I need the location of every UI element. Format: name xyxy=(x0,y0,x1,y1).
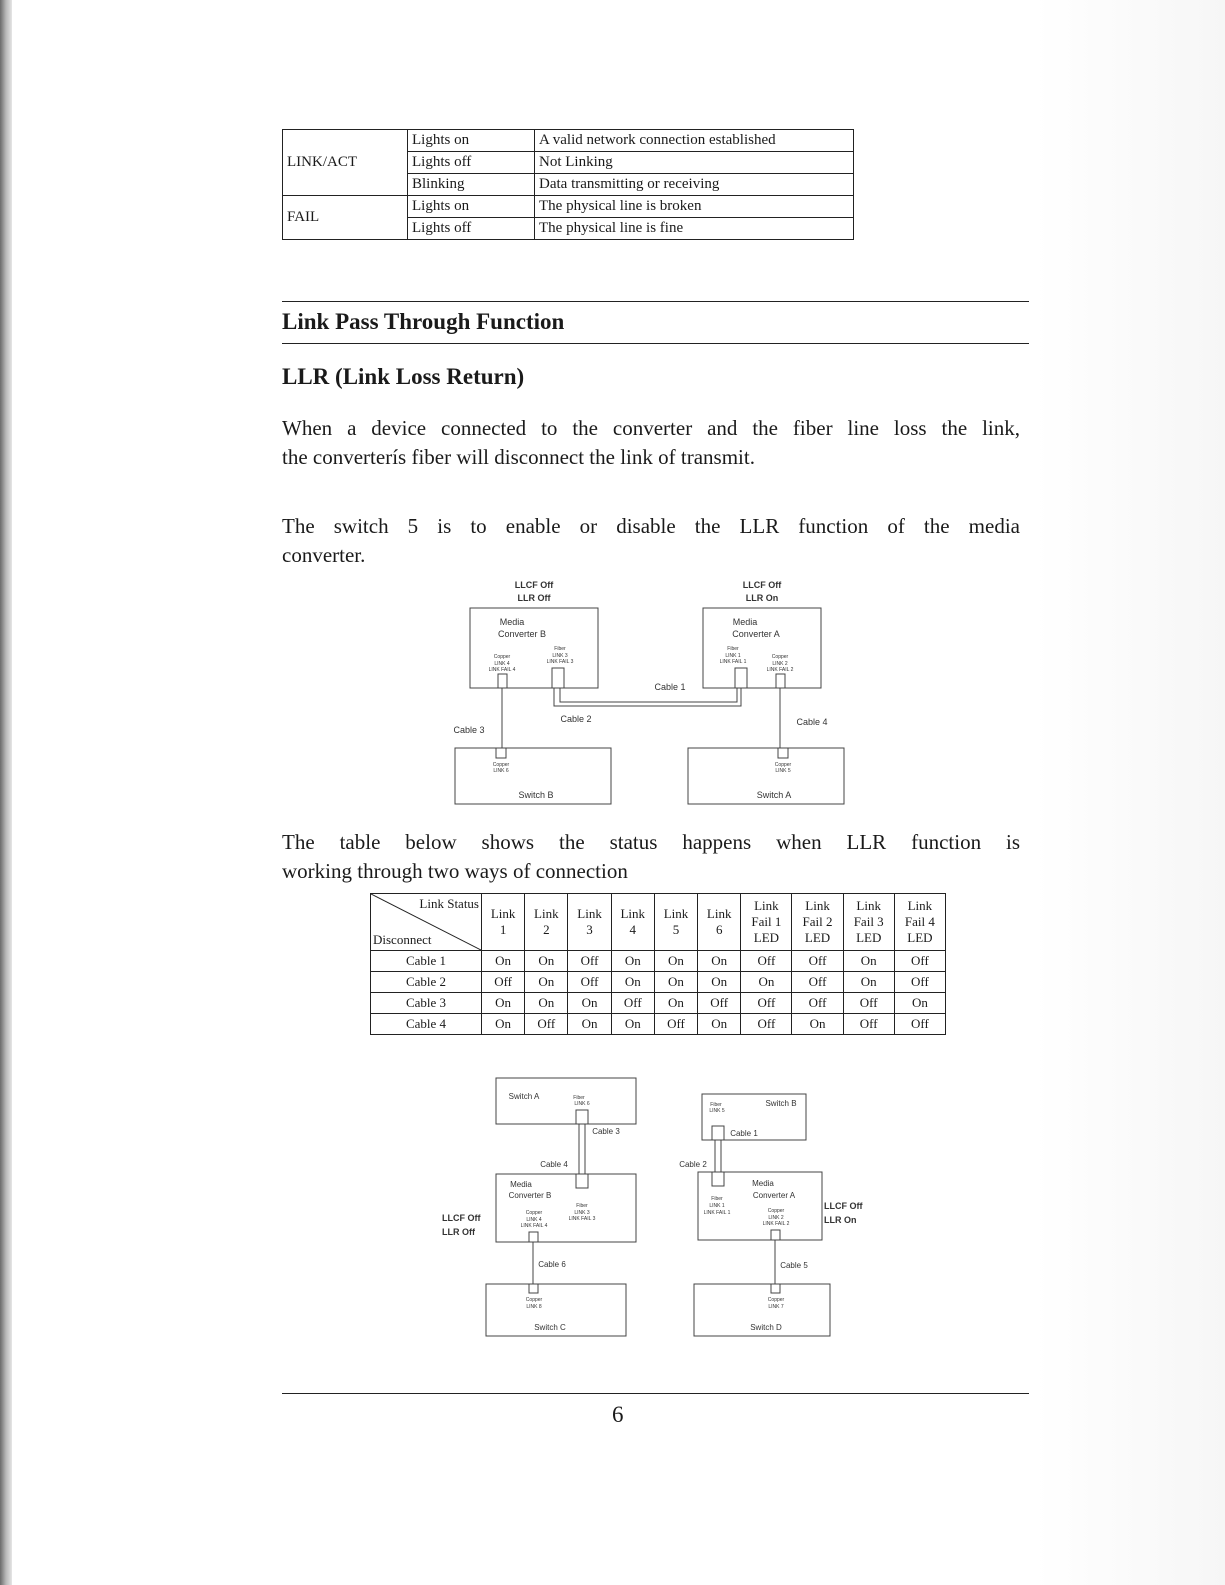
column-header: Link Fail 4 LED xyxy=(894,894,945,951)
diagram-label: LLCF Off xyxy=(514,580,554,590)
status-cell: Off xyxy=(792,993,843,1014)
diagram-label: LINK 2 xyxy=(768,1215,784,1221)
led-desc-cell: A valid network connection established xyxy=(535,130,854,152)
diagram-label: LINK 3 xyxy=(552,653,568,659)
diagram-label: LINK 8 xyxy=(526,1304,542,1310)
status-cell: Off xyxy=(654,1014,697,1035)
diagram-label: Copper xyxy=(767,1208,785,1214)
led-state-cell: Blinking xyxy=(408,174,535,196)
diagram-label: LLCF Off xyxy=(442,1213,481,1223)
diagram-label: LINK FAIL 3 xyxy=(546,659,574,665)
status-cell: On xyxy=(698,1014,741,1035)
footer-rule xyxy=(282,1393,1029,1394)
table-row xyxy=(371,951,946,972)
status-cell: On xyxy=(741,972,792,993)
led-desc-cell: The physical line is fine xyxy=(535,218,854,240)
status-cell: On xyxy=(568,993,611,1014)
diagram-label: Fiber xyxy=(554,646,566,652)
status-cell: On xyxy=(525,951,568,972)
led-state-cell: Lights off xyxy=(408,152,535,174)
row-header: Cable 3 xyxy=(371,993,482,1014)
column-header: Link 5 xyxy=(654,894,697,951)
diagram-label: Cable 6 xyxy=(538,1260,566,1269)
diagram-label: Switch B xyxy=(518,790,554,800)
column-header: Link 1 xyxy=(482,894,525,951)
status-cell: On xyxy=(843,972,894,993)
llr-description xyxy=(282,414,1020,472)
corner-label-bottom: Disconnect xyxy=(373,932,432,947)
diagram-label: LINK 5 xyxy=(775,768,791,774)
diagram-label: Converter B xyxy=(497,629,547,639)
led-state-cell: Lights off xyxy=(408,218,535,240)
status-cell: On xyxy=(654,951,697,972)
status-cell: On xyxy=(654,972,697,993)
status-cell: Off xyxy=(792,951,843,972)
diagram-label: LINK FAIL 1 xyxy=(703,1210,731,1216)
book-binding-edge xyxy=(0,0,12,1585)
diagram-label: Switch A xyxy=(508,1092,540,1101)
diagram-label: Copper xyxy=(774,762,792,768)
diagram-label: LINK 7 xyxy=(768,1304,784,1310)
connection-diagram-2 xyxy=(436,1074,876,1344)
diagram-label: Cable 1 xyxy=(730,1129,758,1138)
status-cell: On xyxy=(698,972,741,993)
text-line: When a device connected to the converter and the fiber line loss the link, xyxy=(282,416,1020,440)
text-line: The table below shows the status happens when LLR function is xyxy=(282,830,1020,854)
connection-diagram-1 xyxy=(440,572,880,812)
table-header-row xyxy=(371,894,946,951)
diagram-label: LINK 1 xyxy=(725,653,741,659)
status-cell: On xyxy=(525,993,568,1014)
section-rule-bottom xyxy=(282,343,1029,344)
status-cell: On xyxy=(611,951,654,972)
diagram-label: Switch C xyxy=(534,1323,566,1332)
status-cell: Off xyxy=(568,972,611,993)
corner-label-top: Link Status xyxy=(419,896,479,911)
diagram-label: Fiber xyxy=(711,1196,723,1202)
status-cell: Off xyxy=(843,1014,894,1035)
status-cell: On xyxy=(843,951,894,972)
diagram-label: Copper xyxy=(525,1210,543,1216)
text-line: The switch 5 is to enable or disable the LLR function of the media xyxy=(282,514,1020,538)
diagram-label: Cable 4 xyxy=(540,1160,568,1169)
diagram-label: LINK FAIL 4 xyxy=(488,667,516,673)
text-line: the converterís fiber will disconnect the link of transmit. xyxy=(282,445,755,469)
corner-header xyxy=(371,894,482,951)
status-cell: Off xyxy=(741,1014,792,1035)
status-cell: On xyxy=(482,1014,525,1035)
diagram-label: Switch D xyxy=(750,1323,782,1332)
status-cell: Off xyxy=(482,972,525,993)
media-converter-a-box xyxy=(703,608,821,688)
status-cell: On xyxy=(482,951,525,972)
row-header: Cable 1 xyxy=(371,951,482,972)
diagram-label: LLCF Off xyxy=(824,1201,863,1211)
diagram-label: LLCF Off xyxy=(742,580,782,590)
diagram-label: LLR Off xyxy=(442,1227,475,1237)
section-title: Link Pass Through Function xyxy=(282,309,565,334)
diagram-label: Media xyxy=(510,1180,532,1189)
diagram-label: LINK 6 xyxy=(574,1101,590,1107)
diagram-label: Fiber xyxy=(573,1095,585,1101)
diagram-label: Cable 3 xyxy=(592,1127,620,1136)
diagram-label: LINK FAIL 2 xyxy=(762,1221,790,1227)
media-converter-b-box xyxy=(470,608,598,688)
diagram-label: LINK 6 xyxy=(493,768,509,774)
diagram-label: LLR On xyxy=(745,593,779,603)
switch-a-box xyxy=(496,1078,636,1124)
diagram-label: Copper xyxy=(492,762,510,768)
text-line: working through two ways of connection xyxy=(282,859,628,883)
switch-description xyxy=(282,512,1020,570)
diagram-label: Converter A xyxy=(732,629,780,639)
status-cell: On xyxy=(568,1014,611,1035)
led-name-cell: LINK/ACT xyxy=(283,130,408,196)
diagram-label: LINK 4 xyxy=(526,1217,542,1223)
status-cell: On xyxy=(611,972,654,993)
diagram-label: Converter B xyxy=(508,1191,552,1200)
table-row xyxy=(283,196,854,218)
diagram-label: LINK FAIL 2 xyxy=(766,667,794,673)
table-row xyxy=(371,972,946,993)
led-desc-cell: Not Linking xyxy=(535,152,854,174)
section-rule-top xyxy=(282,301,1029,302)
status-cell: Off xyxy=(843,993,894,1014)
led-state-cell: Lights on xyxy=(408,130,535,152)
diagram-label: Switch B xyxy=(765,1099,797,1108)
status-cell: On xyxy=(894,993,945,1014)
status-cell: Off xyxy=(894,951,945,972)
status-table-intro xyxy=(282,828,1020,886)
diagram-label: LINK 4 xyxy=(494,661,510,667)
status-cell: Off xyxy=(698,993,741,1014)
diagram-label: LLR On xyxy=(824,1215,857,1225)
table-row xyxy=(371,1014,946,1035)
led-status-table xyxy=(282,129,854,240)
diagram-label: Media xyxy=(732,617,758,627)
diagram-label: LINK 5 xyxy=(709,1108,725,1114)
led-name-cell: FAIL xyxy=(283,196,408,240)
diagram-label: Cable 3 xyxy=(453,725,485,735)
status-cell: Off xyxy=(741,951,792,972)
diagram-label: Fiber xyxy=(710,1102,722,1108)
diagram-label: Copper xyxy=(767,1297,785,1303)
led-desc-cell: The physical line is broken xyxy=(535,196,854,218)
diagram-label: Converter A xyxy=(752,1191,796,1200)
diagram-label: LINK 2 xyxy=(772,661,788,667)
diagram-label: LINK FAIL 3 xyxy=(568,1216,596,1222)
diagram-label: Cable 1 xyxy=(654,682,686,692)
table-row xyxy=(283,130,854,152)
diagram-label: Copper xyxy=(771,654,789,660)
diagram-label: Cable 2 xyxy=(560,714,592,724)
diagram-label: LINK FAIL 1 xyxy=(719,659,747,665)
llr-status-table xyxy=(370,893,946,1035)
column-header: Link Fail 2 LED xyxy=(792,894,843,951)
diagram-label: Copper xyxy=(493,654,511,660)
diagram-label: Cable 2 xyxy=(679,1160,707,1169)
text-line: converter. xyxy=(282,543,366,567)
diagram-label: Copper xyxy=(525,1297,543,1303)
subsection-title: LLR (Link Loss Return) xyxy=(282,364,525,389)
diagram-label: LINK FAIL 4 xyxy=(520,1223,548,1229)
status-cell: On xyxy=(792,1014,843,1035)
status-cell: Off xyxy=(894,1014,945,1035)
status-cell: On xyxy=(525,972,568,993)
diagram-label: Media xyxy=(499,617,525,627)
diagram-label: Fiber xyxy=(576,1203,588,1209)
led-desc-cell: Data transmitting or receiving xyxy=(535,174,854,196)
column-header: Link 4 xyxy=(611,894,654,951)
page-number: 6 xyxy=(612,1402,624,1427)
page-shadow xyxy=(1035,0,1225,1585)
diagram-label: LINK 3 xyxy=(574,1210,590,1216)
status-cell: Off xyxy=(741,993,792,1014)
column-header: Link 3 xyxy=(568,894,611,951)
status-cell: On xyxy=(611,1014,654,1035)
column-header: Link 6 xyxy=(698,894,741,951)
column-header: Link Fail 1 LED xyxy=(741,894,792,951)
status-cell: Off xyxy=(568,951,611,972)
column-header: Link Fail 3 LED xyxy=(843,894,894,951)
status-cell: On xyxy=(698,951,741,972)
status-cell: Off xyxy=(894,972,945,993)
row-header: Cable 2 xyxy=(371,972,482,993)
status-cell: Off xyxy=(792,972,843,993)
status-cell: On xyxy=(482,993,525,1014)
diagram-label: Switch A xyxy=(756,790,792,800)
table-row xyxy=(371,993,946,1014)
diagram-label: Cable 5 xyxy=(780,1261,808,1270)
row-header: Cable 4 xyxy=(371,1014,482,1035)
diagram-label: LLR Off xyxy=(517,593,551,603)
status-cell: Off xyxy=(611,993,654,1014)
led-state-cell: Lights on xyxy=(408,196,535,218)
diagram-label: Cable 4 xyxy=(796,717,828,727)
status-cell: Off xyxy=(525,1014,568,1035)
status-cell: On xyxy=(654,993,697,1014)
diagram-label: Media xyxy=(752,1179,774,1188)
diagram-label: Fiber xyxy=(727,646,739,652)
diagram-label: LINK 1 xyxy=(709,1203,725,1209)
column-header: Link 2 xyxy=(525,894,568,951)
